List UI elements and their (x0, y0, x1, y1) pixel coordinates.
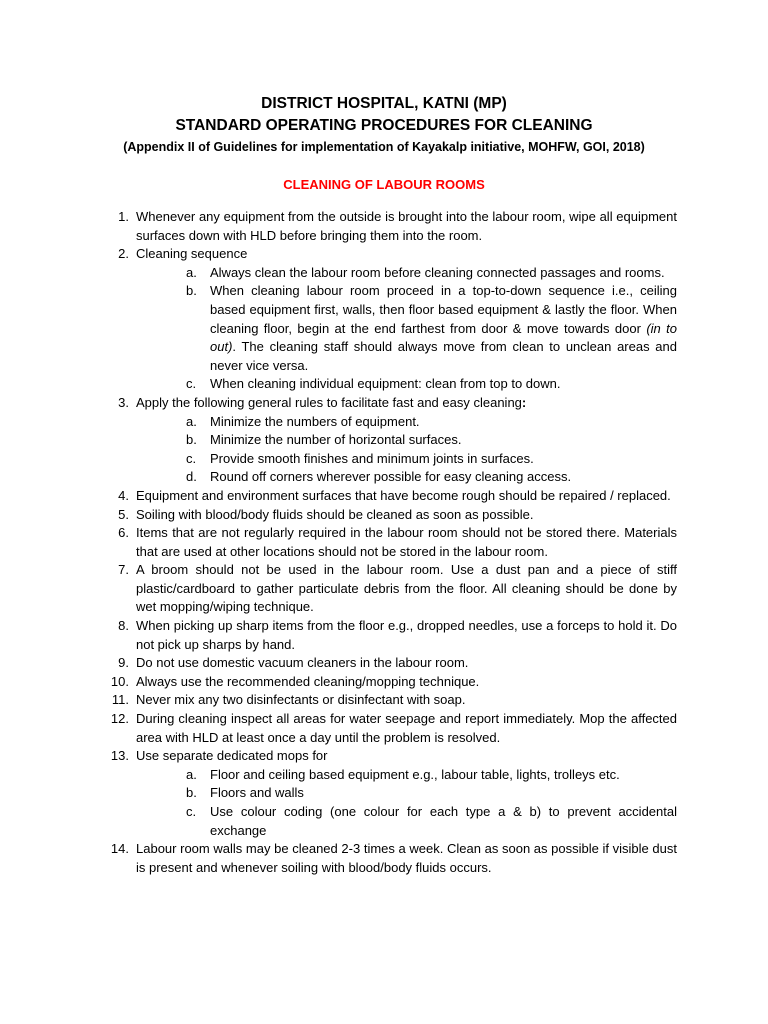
sub-item-text: Provide smooth finishes and minimum joints in surfaces. (210, 450, 534, 466)
bold-colon: : (521, 394, 527, 410)
sop-subtitle: (Appendix II of Guidelines for implementation of Kayakalp initiative, MOHFW, GOI, 2018) (123, 140, 645, 154)
sub-item-text: Use colour coding (one colour for each type a & b) to prevent accidental exchange (210, 804, 677, 838)
list-item (107, 487, 677, 506)
sub-item-letter: a. (186, 413, 197, 429)
sub-item-letter: d. (186, 469, 197, 485)
sub-list-item (136, 264, 677, 283)
item-number: 12. (110, 711, 129, 727)
item-number: 1. (118, 209, 129, 224)
item-text: Items that are not regularly required in the labour room should not be stored there. Materials that are used at other locations should not be stored in the labour room. (136, 525, 677, 559)
sub-list-item (136, 766, 677, 785)
section-title: CLEANING OF LABOUR ROOMS (283, 177, 485, 192)
item-number: 14. (110, 841, 129, 857)
sub-list (136, 413, 677, 487)
item-number: 8. (118, 618, 129, 634)
item-text: Soiling with blood/body fluids should be cleaned as soon as possible. (136, 506, 534, 522)
sub-item-letter: b. (186, 785, 197, 801)
sub-list-item (136, 784, 677, 803)
sub-item-text: Always clean the labour room before cleaning connected passages and rooms. (210, 264, 665, 280)
sub-item-text: Floor and ceiling based equipment e.g., labour table, lights, trolleys etc. (210, 766, 620, 782)
sub-list-item (136, 282, 677, 375)
sub-item-text: Minimize the number of horizontal surfaces. (210, 432, 462, 448)
sub-item-text: Floors and walls (210, 785, 304, 801)
item-text: Never mix any two disinfectants or disinfectant with soap. (136, 692, 466, 708)
sub-item-letter: c. (186, 450, 197, 466)
item-text: During cleaning inspect all areas for water seepage and report immediately. Mop the affected area with HLD at least once a day until the problem is resolved. (136, 711, 677, 745)
item-number: 9. (118, 655, 129, 671)
sop-title: STANDARD OPERATING PROCEDURES FOR CLEANING (175, 117, 593, 134)
instruction-list (107, 208, 677, 877)
item-number: 5. (118, 506, 129, 522)
list-item (107, 747, 677, 840)
item-text: Whenever any equipment from the outside is brought into the labour room, wipe all equipment surfaces down with HLD before bringing them into the room. (136, 209, 677, 243)
list-item (107, 710, 677, 747)
list-item (107, 654, 677, 673)
item-number: 13. (110, 748, 129, 764)
list-item (107, 394, 677, 487)
item-text: Use separate dedicated mops for (136, 748, 328, 764)
item-number: 2. (118, 246, 129, 262)
sub-list-item (136, 803, 677, 840)
list-item (107, 840, 677, 877)
item-text: A broom should not be used in the labour room. Use a dust pan and a piece of stiff plastic/cardboard to gather particulate debris from the floor. All cleaning should be done by wet mopping/wiping technique. (136, 562, 677, 615)
sub-item-text: When cleaning labour room proceed in a top-to-down sequence i.e., ceiling based equipment first, walls, then floor based equipment & lastly the floor. When cleaning floor, begin at the end farthest from door & move towards door (210, 283, 677, 336)
item-number: 3. (118, 394, 129, 410)
list-item (107, 506, 677, 525)
item-number: 4. (118, 487, 129, 503)
sub-list-item (136, 413, 677, 432)
item-number: 10. (110, 673, 129, 689)
item-text: Equipment and environment surfaces that have become rough should be repaired / replaced. (136, 487, 671, 503)
list-item (107, 617, 677, 654)
sub-item-letter: c. (186, 804, 197, 819)
sub-item-letter: b. (186, 432, 197, 448)
list-item (107, 245, 677, 394)
sub-list-item (136, 450, 677, 469)
item-text: Do not use domestic vacuum cleaners in the labour room. (136, 655, 469, 671)
sub-item-text: Round off corners wherever possible for easy cleaning access. (210, 469, 572, 485)
list-item (107, 691, 677, 710)
document-header (0, 93, 768, 156)
list-item (107, 673, 677, 692)
sub-item-text: When cleaning individual equipment: clean from top to down. (210, 376, 561, 392)
list-item (107, 561, 677, 617)
item-number: 11. (111, 692, 129, 708)
hospital-title: DISTRICT HOSPITAL, KATNI (MP) (261, 95, 507, 112)
sub-item-letter: a. (186, 766, 197, 782)
item-text: Cleaning sequence (136, 246, 248, 262)
list-item (107, 208, 677, 245)
sub-item-letter: c. (186, 376, 197, 392)
item-text: When picking up sharp items from the floor e.g., dropped needles, use a forceps to hold it. Do not pick up sharps by hand. (136, 618, 677, 652)
sub-list-item (136, 431, 677, 450)
item-text: Labour room walls may be cleaned 2-3 times a week. Clean as soon as possible if visible dust is present and whenever soiling with blood/body fluids occurs. (136, 841, 677, 875)
sub-item-text-continued: . The cleaning staff should always move from clean to unclean areas and never vice versa. (210, 339, 677, 373)
sub-list-item (136, 375, 677, 394)
sub-list-item (136, 468, 677, 487)
sub-item-letter: a. (186, 264, 197, 280)
sub-list (136, 766, 677, 840)
sub-item-text: Minimize the numbers of equipment. (210, 413, 420, 429)
item-number: 6. (118, 525, 129, 541)
sub-item-letter: b. (186, 283, 197, 299)
list-item (107, 524, 677, 561)
italic-note: (in to out) (210, 320, 677, 355)
sub-list (136, 264, 677, 394)
item-text: Apply the following general rules to facilitate fast and easy cleaning (136, 394, 522, 410)
item-number: 7. (118, 562, 129, 578)
item-text: Always use the recommended cleaning/mopping technique. (136, 673, 480, 689)
